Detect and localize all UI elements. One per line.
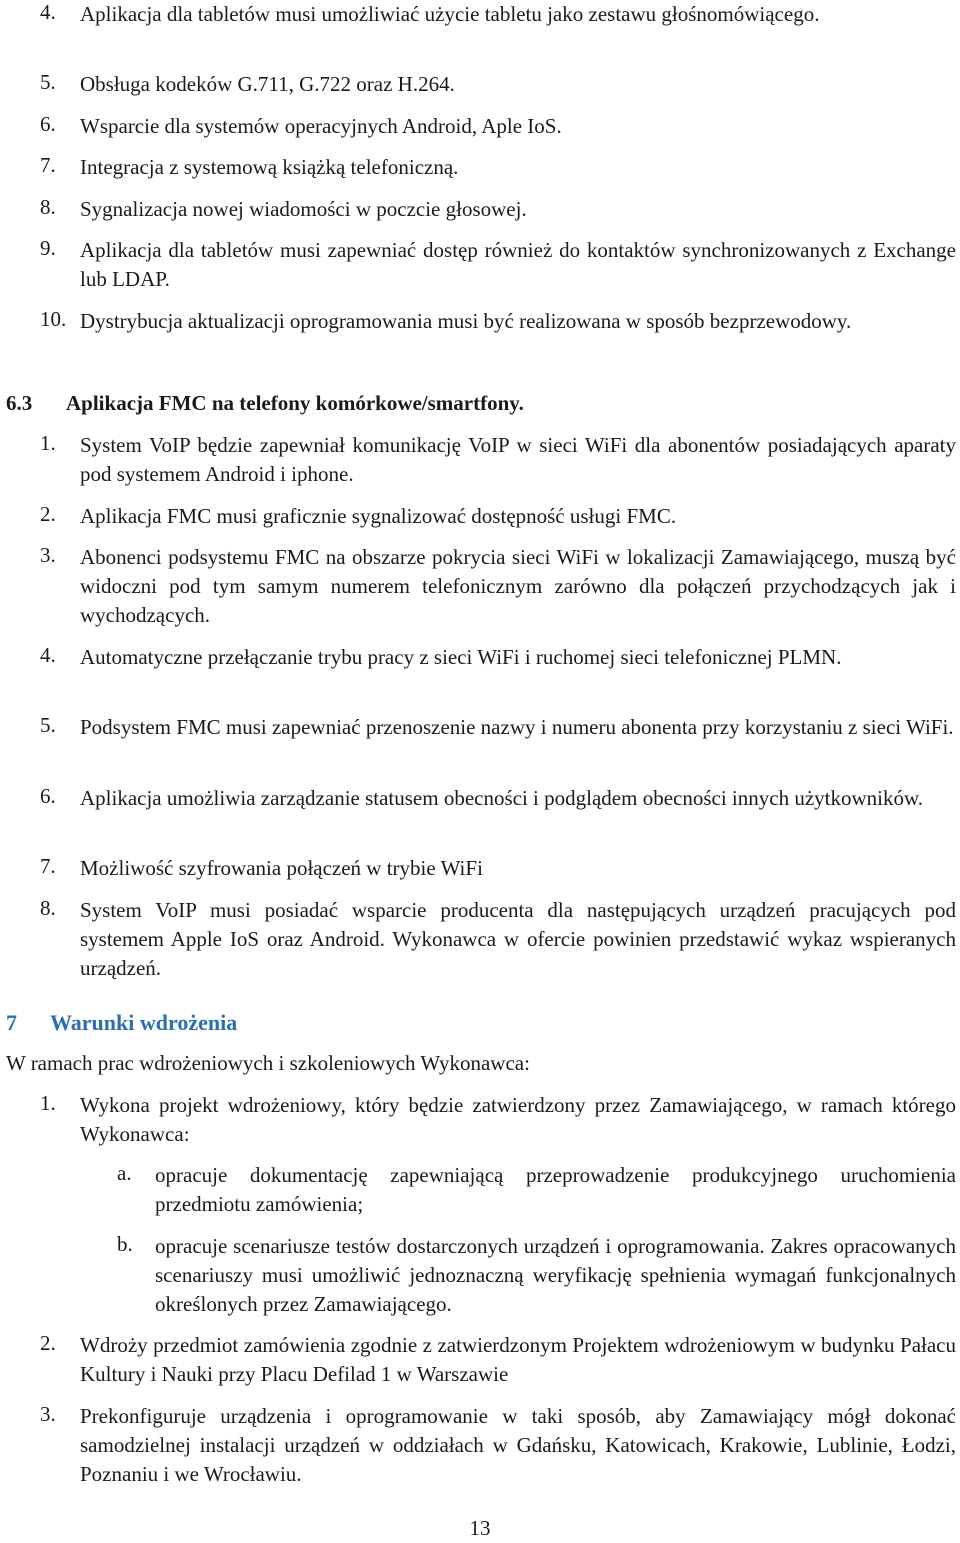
list-item-text: Aplikacja dla tabletów musi zapewniać dostęp również do kontaktów synchronizowanych z Exchange lub LDAP. [80,238,956,291]
list-item-text: opracuje dokumentację zapewniającą przeprowadzenie produkcyjnego uruchomienia przedmiotu zamówienia; [155,1163,956,1216]
list-item-text: opracuje scenariusze testów dostarczonych urządzeń i oprogramowania. Zakres opracowanych scenariuszy musi umożliwić jednoznaczną weryfikację spełnienia wymagań funkcjonalnych określonych przez Zamawiającego. [155,1234,956,1316]
list-item-number: 9. [40,236,56,260]
list-item-number: 6. [40,784,56,808]
list-item-text: Aplikacja dla tabletów musi umożliwiać użycie tabletu jako zestawu głośnomówiącego. [80,2,820,26]
list-item-number: 4. [40,0,56,24]
list-item-number: 8. [40,896,56,920]
list-item-number: 6. [40,112,56,136]
list-item-number: 1. [40,431,56,455]
list-item-text: Dystrybucja aktualizacji oprogramowania musi być realizowana w sposób bezprzewodowy. [80,309,852,333]
list-item-text: Aplikacja FMC musi graficznie sygnalizować dostępność usługi FMC. [80,504,677,528]
list-item-text: Automatyczne przełączanie trybu pracy z sieci WiFi i ruchomej sieci telefonicznej PLMN. [80,645,842,669]
intro-paragraph: W ramach prac wdrożeniowych i szkoleniowych Wykonawca: [6,1051,530,1075]
list-item-number: 7. [40,153,56,177]
list-item-text: Wykona projekt wdrożeniowy, który będzie zatwierdzony przez Zamawiającego, w ramach którego Wykonawca: [80,1093,956,1146]
list-item-number: 8. [40,195,56,219]
list-item-number: 5. [40,713,56,737]
list-item-number: 3. [40,1402,56,1426]
page-number: 13 [469,1516,491,1540]
chapter-number: 7 [6,1010,17,1035]
list-item-text: System VoIP musi posiadać wsparcie producenta dla następujących urządzeń pracujących pod systemem Apple IoS oraz Android. Wykonawca w ofercie powinien przedstawić wykaz wspieranych urządzeń. [80,898,956,980]
list-item-number: 1. [40,1091,56,1115]
list-item-text: Sygnalizacja nowej wiadomości w poczcie głosowej. [80,197,527,221]
list-item-text: Prekonfiguruje urządzenia i oprogramowanie w taki sposób, aby Zamawiający mógł dokonać samodzielnej instalacji urządzeń w oddziałach w Gdańsku, Katowicach, Krakowie, Lublinie, Łodzi, Poznaniu i we Wrocławiu. [80,1404,956,1486]
list-item-number: b. [117,1232,133,1256]
list-item-number: 4. [40,643,56,667]
list-item-text: Aplikacja umożliwia zarządzanie statusem obecności i podglądem obecności innych użytkowników. [80,786,924,810]
list-item-text: System VoIP będzie zapewniał komunikację VoIP w sieci WiFi dla abonentów posiadających aparaty pod systemem Android i iphone. [80,433,956,486]
list-item-number: 3. [40,543,56,567]
list-item-number: 2. [40,1331,56,1355]
list-item-text: Możliwość szyfrowania połączeń w trybie WiFi [80,856,483,880]
list-item-number: a. [117,1161,132,1185]
list-item-number: 2. [40,502,56,526]
list-item-text: Abonenci podsystemu FMC na obszarze pokrycia sieci WiFi w lokalizacji Zamawiającego, muszą być widoczni pod tym samym numerem telefonicznym zarówno dla połączeń przychodzących jak i wychodzących. [80,545,956,627]
section-title: Aplikacja FMC na telefony komórkowe/smartfony. [66,391,524,415]
list-item-text: Wdroży przedmiot zamówienia zgodnie z zatwierdzonym Projektem wdrożeniowym w budynku Pałacu Kultury i Nauki przy Placu Defilad 1 w Warszawie [80,1333,956,1386]
list-item-text: Obsługa kodeków G.711, G.722 oraz H.264. [80,72,455,96]
list-item-number: 7. [40,854,56,878]
list-item-text: Podsystem FMC musi zapewniać przenoszenie nazwy i numeru abonenta przy korzystaniu z sieci WiFi. [80,715,954,739]
chapter-title: Warunki wdrożenia [50,1010,238,1035]
list-item-number: 5. [40,70,56,94]
list-item-text: Wsparcie dla systemów operacyjnych Android, Aple IoS. [80,114,562,138]
list-item-number: 10. [40,307,67,331]
list-item-text: Integracja z systemową książką telefoniczną. [80,155,459,179]
section-number: 6.3 [6,391,33,415]
